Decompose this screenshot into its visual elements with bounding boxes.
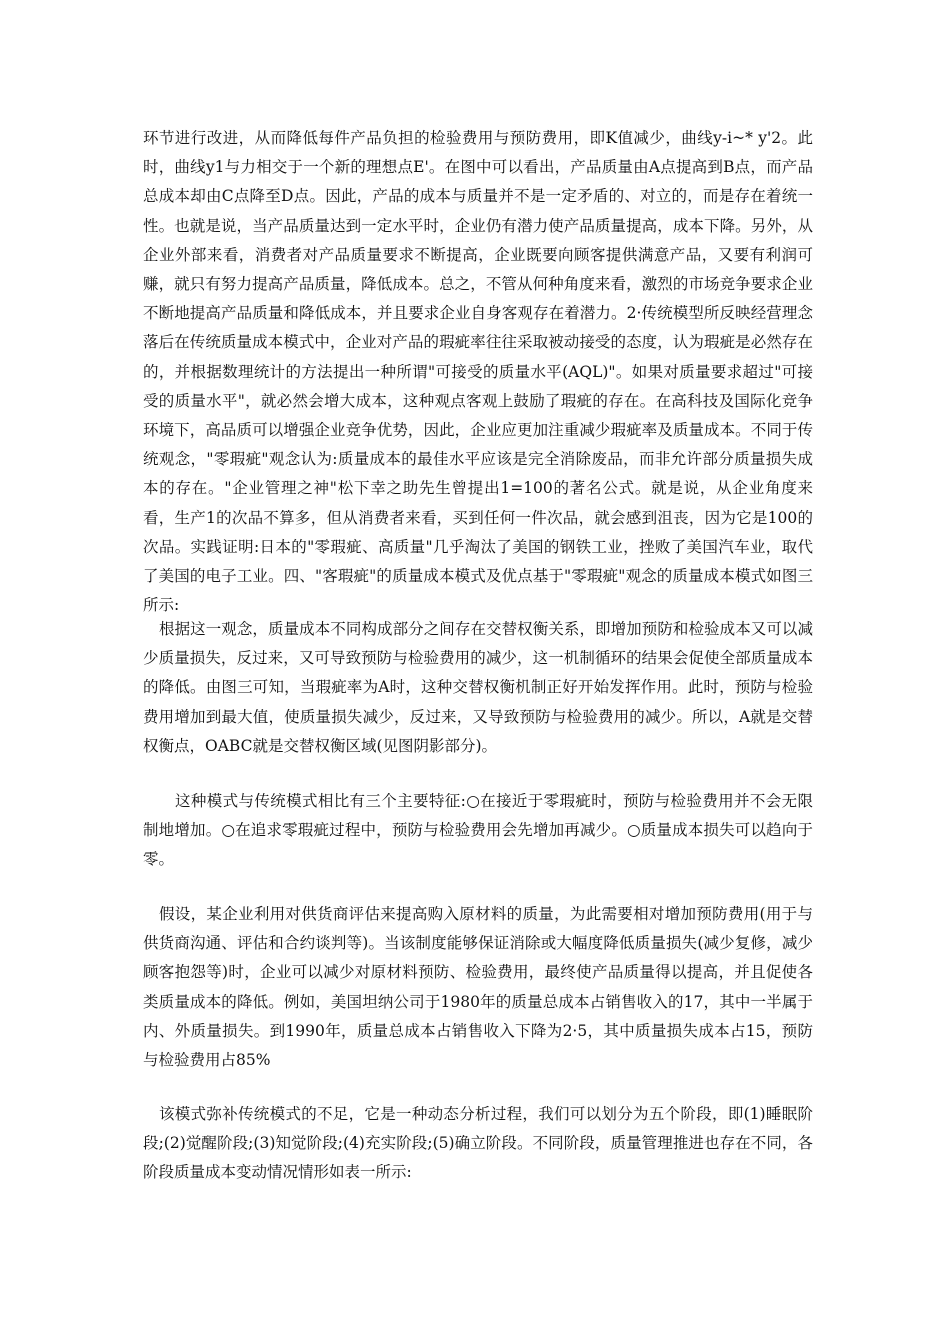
body-paragraph-4: 假设，某企业利用对供货商评估来提高购入原材料的质量，为此需要相对增加预防费用(用于与供货商沟通、评估和合约谈判等)。当该制度能够保证消除或大幅度降低质量损失(减少复修，减少顾客抱怨等)时，企业可以减少对原材料预防、检验费用，最终使产品质量得以提高，并且促使各类质量成本的降低。例如，美国坦纳公司于1980年的质量总成本占销售收入的17，其中一半属于内、外质量损失。到1990年，质量总成本占销售收入下降为2·5，其中质量损失成本占15，预防与检验费用占85% bbox=[143, 905, 813, 1070]
body-paragraph-5: 该模式弥补传统模式的不足，它是一种动态分析过程，我们可以划分为五个阶段，即(1)睡眠阶段;(2)觉醒阶段;(3)知觉阶段;(4)充实阶段;(5)确立阶段。不同阶段，质量管理推进也存在不同，各阶段质量成本变动情况情形如表一所示: bbox=[143, 1105, 813, 1182]
body-paragraph-1: 环节进行改进，从而降低每件产品负担的检验费用与预防费用，即K值减少，曲线y-i~* y'2。此时，曲线y1与力相交于一个新的理想点E'。在图中可以看出，产品质量由A点提高到B点，而产品总成本却由C点降至D点。因此，产品的成本与质量并不是一定矛盾的、对立的，而是存在着统一性。也就是说，当产品质量达到一定水平时，企业仍有潜力使产品质量提高，成本下降。另外，从企业外部来看，消费者对产品质量要求不断提高，企业既要向顾客提供满意产品，又要有利润可赚，就只有努力提高产品质量，降低成本。总之，不管从何种角度来看，激烈的市场竞争要求企业不断地提高产品质量和降低成本，并且要求企业自身客观存在着潜力。2·传统模型所反映经营理念落后在传统质量成本模式中，企业对产品的瑕疵率往往采取被动接受的态度，认为瑕疵是必然存在的，并根据数理统计的方法提出一种所谓"可接受的质量水平(AQL)"。如果对质量要求超过"可接受的质量水平"，就必然会增大成本，这种观点客观上鼓励了瑕疵的存在。在高科技及国际化竞争环境下，高品质可以增强企业竞争优势，因此，企业应更加注重减少瑕疵率及质量成本。不同于传统观念，"零瑕疵"观念认为:质量成本的最佳水平应该是完全消除废品，而非允许部分质量损失成本的存在。"企业管理之神"松下幸之助先生曾提出1=100的著名公式。就是说，从企业角度来看，生产1的次品不算多，但从消费者来看，买到任何一件次品，就会感到沮丧，因为它是100的次品。实践证明:日本的"零瑕疵、高质量"几乎淘汰了美国的钢铁工业，挫败了美国汽车业，取代了美国的电子工业。四、"客瑕疵"的质量成本模式及优点基于"零瑕疵"观念的质量成本模式如图三所示: bbox=[143, 129, 813, 615]
body-paragraph-2: 根据这一观念，质量成本不同构成部分之间存在交替权衡关系，即增加预防和检验成本又可以减少质量损失，反过来，又可导致预防与检验费用的减少，这一机制循环的结果会促使全部质量成本的降低。由图三可知，当瑕疵率为A时，这种交替权衡机制正好开始发挥作用。此时，预防与检验费用增加到最大值，使质量损失减少，反过来，又导致预防与检验费用的减少。所以，A就是交替权衡点，OABC就是交替权衡区域(见图阴影部分)。 bbox=[143, 620, 813, 755]
body-paragraph-3: 这种模式与传统模式相比有三个主要特征:○在接近于零瑕疵时，预防与检验费用并不会无限制地增加。○在追求零瑕疵过程中，预防与检验费用会先增加再减少。○质量成本损失可以趋向于零。 bbox=[143, 792, 813, 869]
